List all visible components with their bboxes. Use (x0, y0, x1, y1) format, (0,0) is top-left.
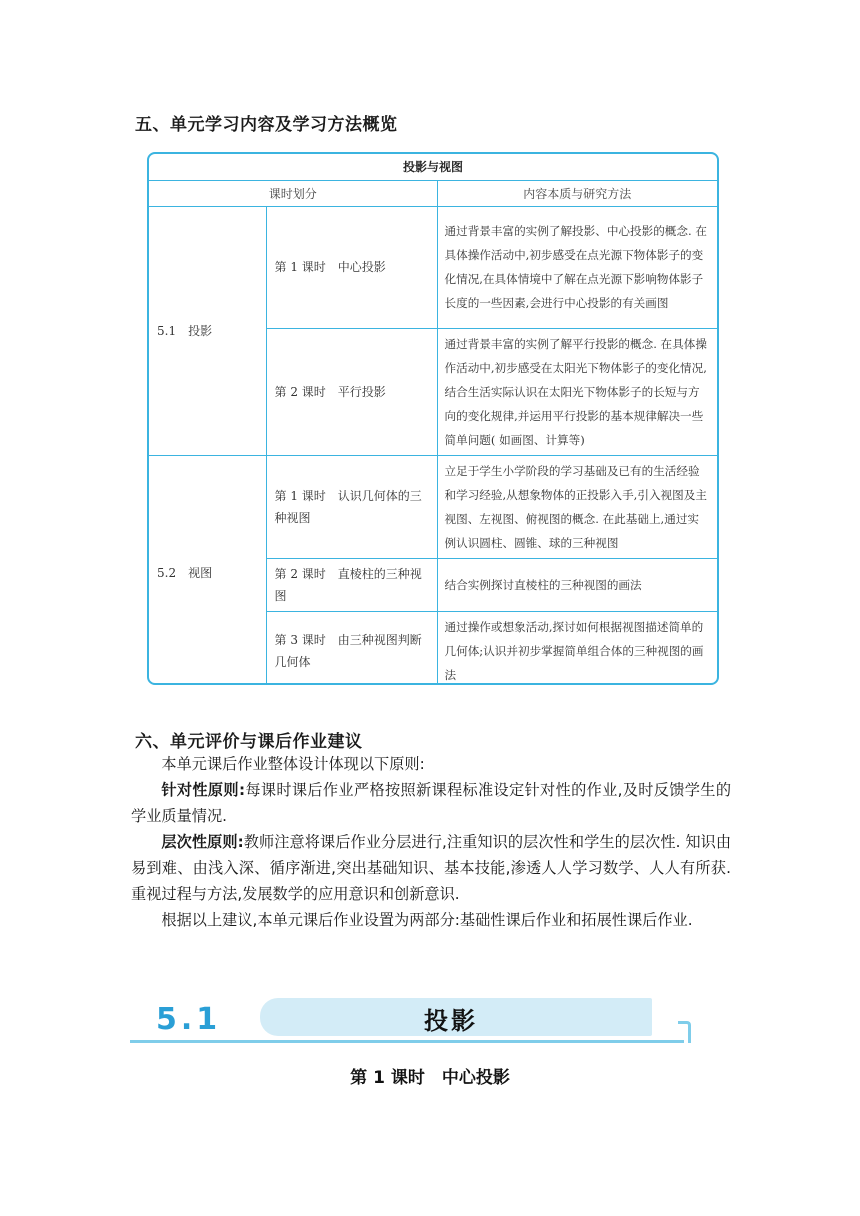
lesson-cell: 第 2 课时 平行投影 (266, 328, 437, 455)
principle-label: 针对性原则: (161, 781, 246, 799)
section-banner (130, 995, 690, 1050)
column-header-lesson: 课时划分 (149, 180, 437, 206)
lesson-title: 第 1 课时 中心投影 (350, 1068, 510, 1088)
unit-name-cell: 5.1 投影 (149, 206, 266, 455)
section-number: 5.1 (156, 1002, 222, 1037)
assessment-conclusion: 根据以上建议,本单元课后作业设置为两部分:基础性课后作业和拓展性课后作业. (161, 911, 693, 929)
unit-plan-table (147, 152, 719, 685)
section-heading-assessment: 六、单元评价与课后作业建议 (135, 732, 363, 752)
banner-hook (678, 1021, 691, 1043)
content-cell: 通过背景丰富的实例了解平行投影的概念. 在具体操作活动中,初步感受在太阳光下物体影子的变化情况,结合生活实际认识在太阳光下物体影子的长短与方向的变化规律,并运用平行投影的基本规律解决一些简单问题( 如画图、计算等) (437, 328, 717, 455)
column-header-content: 内容本质与研究方法 (437, 180, 717, 206)
principle-layered (131, 829, 731, 907)
section-heading-content-overview: 五、单元学习内容及学习方法概览 (135, 115, 398, 135)
lesson-cell: 第 1 课时 认识几何体的三种视图 (266, 455, 437, 558)
unit-name-cell: 5.2 视图 (149, 455, 266, 685)
assessment-intro: 本单元课后作业整体设计体现以下原则: (161, 755, 425, 773)
content-cell: 通过操作或想象活动,探讨如何根据视图描述简单的几何体;认识并初步掌握简单组合体的三种视图的画法 (437, 611, 717, 685)
lesson-cell: 第 3 课时 由三种视图判断几何体 (266, 611, 437, 685)
principle-text: 教师注意将课后作业分层进行,注重知识的层次性和学生的层次性. 知识由易到难、由浅入深、循序渐进,突出基础知识、基本技能,渗透人人学习数学、人人有所获. 重视过程与方法,发展数学的应用意识和创新意识. (131, 833, 732, 903)
principle-targeted (131, 777, 731, 829)
lesson-cell: 第 1 课时 中心投影 (266, 206, 437, 328)
banner-underline (130, 1040, 684, 1043)
principle-text: 每课时课后作业严格按照新课程标准设定针对性的作业,及时反馈学生的学业质量情况. (131, 781, 732, 825)
lesson-cell: 第 2 课时 直棱柱的三种视图 (266, 558, 437, 611)
content-cell: 通过背景丰富的实例了解投影、中心投影的概念. 在具体操作活动中,初步感受在点光源下物体影子的变化情况,在具体情境中了解在点光源下影响物体影子长度的一些因素,会进行中心投影的有关画图 (437, 206, 717, 328)
content-cell: 立足于学生小学阶段的学习基础及已有的生活经验和学习经验,从想象物体的正投影入手,引入视图及主视图、左视图、俯视图的概念. 在此基础上,通过实例认识圆柱、圆锥、球的三种视图 (437, 455, 717, 558)
content-cell: 结合实例探讨直棱柱的三种视图的画法 (437, 558, 717, 611)
section-title: 投影 (424, 1007, 478, 1035)
principle-label: 层次性原则: (161, 833, 244, 851)
table-caption: 投影与视图 (149, 154, 717, 180)
